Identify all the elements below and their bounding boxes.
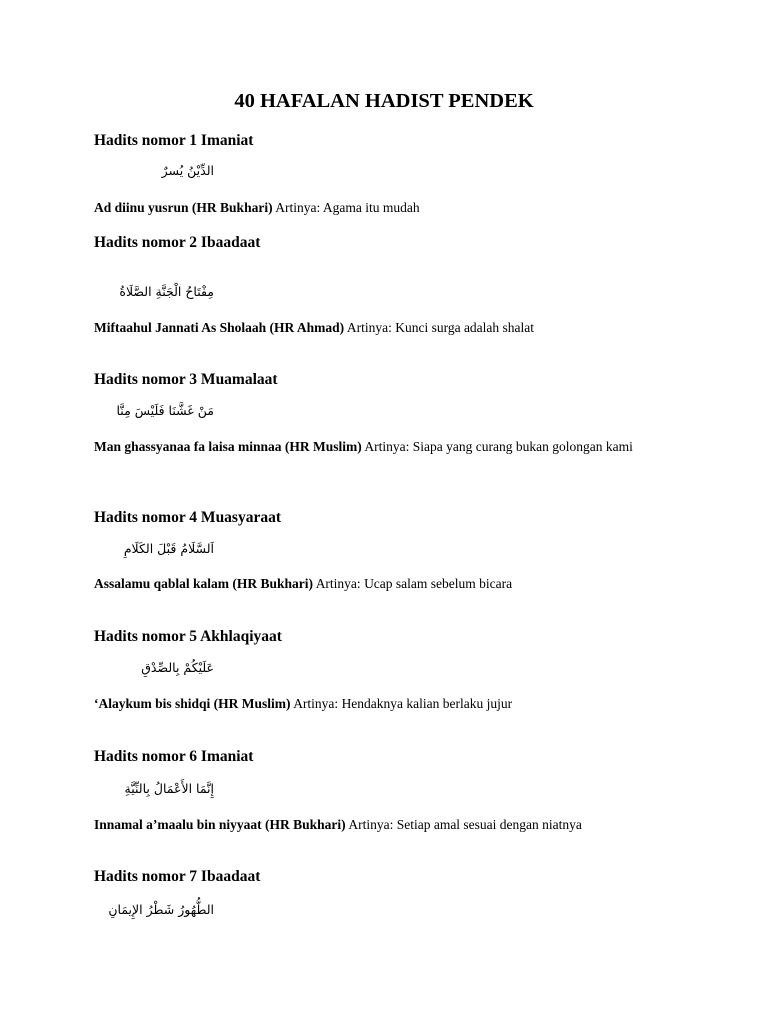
hadith-1-arabic-wrap [94, 162, 214, 180]
hadith-heading: Hadits nomor 4 Muasyaraat [94, 509, 282, 526]
hadith-6-arabic-wrap [94, 780, 214, 798]
arabic-text: الدِّيْنُ يُسرٌ [161, 163, 214, 178]
meaning: Kunci surga adalah shalat [395, 320, 535, 335]
hadith-3-paragraph [94, 438, 674, 456]
artinya-label: Artinya: [315, 576, 361, 591]
meaning: Ucap salam sebelum bicara [364, 576, 513, 591]
hadith-heading: Hadits nomor 1 Imaniat [94, 132, 254, 149]
artinya-label: Artinya: [293, 696, 339, 711]
artinya-label: Artinya: [348, 817, 394, 832]
transliteration: Man ghassyanaa fa laisa minnaa (HR Muslim) [94, 439, 362, 454]
hadith-heading: Hadits nomor 3 Muamalaat [94, 371, 278, 388]
hadith-6-paragraph [94, 816, 674, 834]
hadith-heading: Hadits nomor 7 Ibaadaat [94, 868, 261, 885]
hadith-5-heading [94, 627, 674, 647]
hadith-4-arabic-wrap [94, 540, 214, 558]
hadith-2-arabic-wrap [94, 283, 214, 301]
meaning: Siapa yang curang bukan golongan kami [412, 439, 633, 454]
transliteration: Assalamu qablal kalam (HR Bukhari) [94, 576, 314, 591]
hadith-6-heading [94, 747, 674, 767]
hadith-1-paragraph [94, 199, 674, 217]
meaning: Setiap amal sesuai dengan niatnya [396, 817, 582, 832]
transliteration: Miftaahul Jannati As Sholaah (HR Ahmad) [94, 320, 345, 335]
hadith-4-paragraph [94, 575, 674, 593]
hadith-2-heading [94, 233, 674, 253]
arabic-text: اَلسَّلَامُ قَبْلَ الكَلَامِ [123, 541, 214, 556]
meaning: Agama itu mudah [322, 200, 420, 215]
arabic-text: الطُّهُورُ شَطْرُ الإِيمَانِ [108, 902, 214, 917]
hadith-5-arabic-wrap [94, 659, 214, 677]
transliteration: ‘Alaykum bis shidqi (HR Muslim) [94, 696, 291, 711]
hadith-heading: Hadits nomor 6 Imaniat [94, 748, 254, 765]
hadith-7-heading [94, 867, 674, 887]
artinya-label: Artinya: [364, 439, 410, 454]
hadith-4-heading [94, 508, 674, 528]
hadith-5-paragraph [94, 695, 674, 713]
transliteration: Innamal a’maalu bin niyyaat (HR Bukhari) [94, 817, 346, 832]
hadith-heading: Hadits nomor 5 Akhlaqiyaat [94, 628, 282, 645]
hadith-3-heading [94, 370, 674, 390]
document-title: 40 HAFALAN HADIST PENDEK [234, 90, 534, 112]
artinya-label: Artinya: [275, 200, 321, 215]
transliteration: Ad diinu yusrun (HR Bukhari) [94, 200, 273, 215]
arabic-text: إِنَّمَا الأَعْمَالُ بِالنِّيَّةِ [124, 781, 214, 796]
arabic-text: عَلَيْكُمْ بِالصِّدْقِ [141, 660, 214, 675]
hadith-2-paragraph [94, 319, 674, 337]
meaning: Hendaknya kalian berlaku jujur [341, 696, 513, 711]
artinya-label: Artinya: [346, 320, 392, 335]
hadith-1-heading [94, 131, 674, 151]
hadith-heading: Hadits nomor 2 Ibaadaat [94, 234, 261, 251]
arabic-text: مِفْتَاحُ الْجَنَّةِ الصَّلَاةُ [119, 284, 214, 299]
hadith-7-arabic-wrap [94, 901, 214, 919]
hadith-3-arabic-wrap [94, 402, 214, 420]
arabic-text: مَنْ غَشَّنَا فَلَيْسَ مِنَّا [116, 403, 214, 418]
